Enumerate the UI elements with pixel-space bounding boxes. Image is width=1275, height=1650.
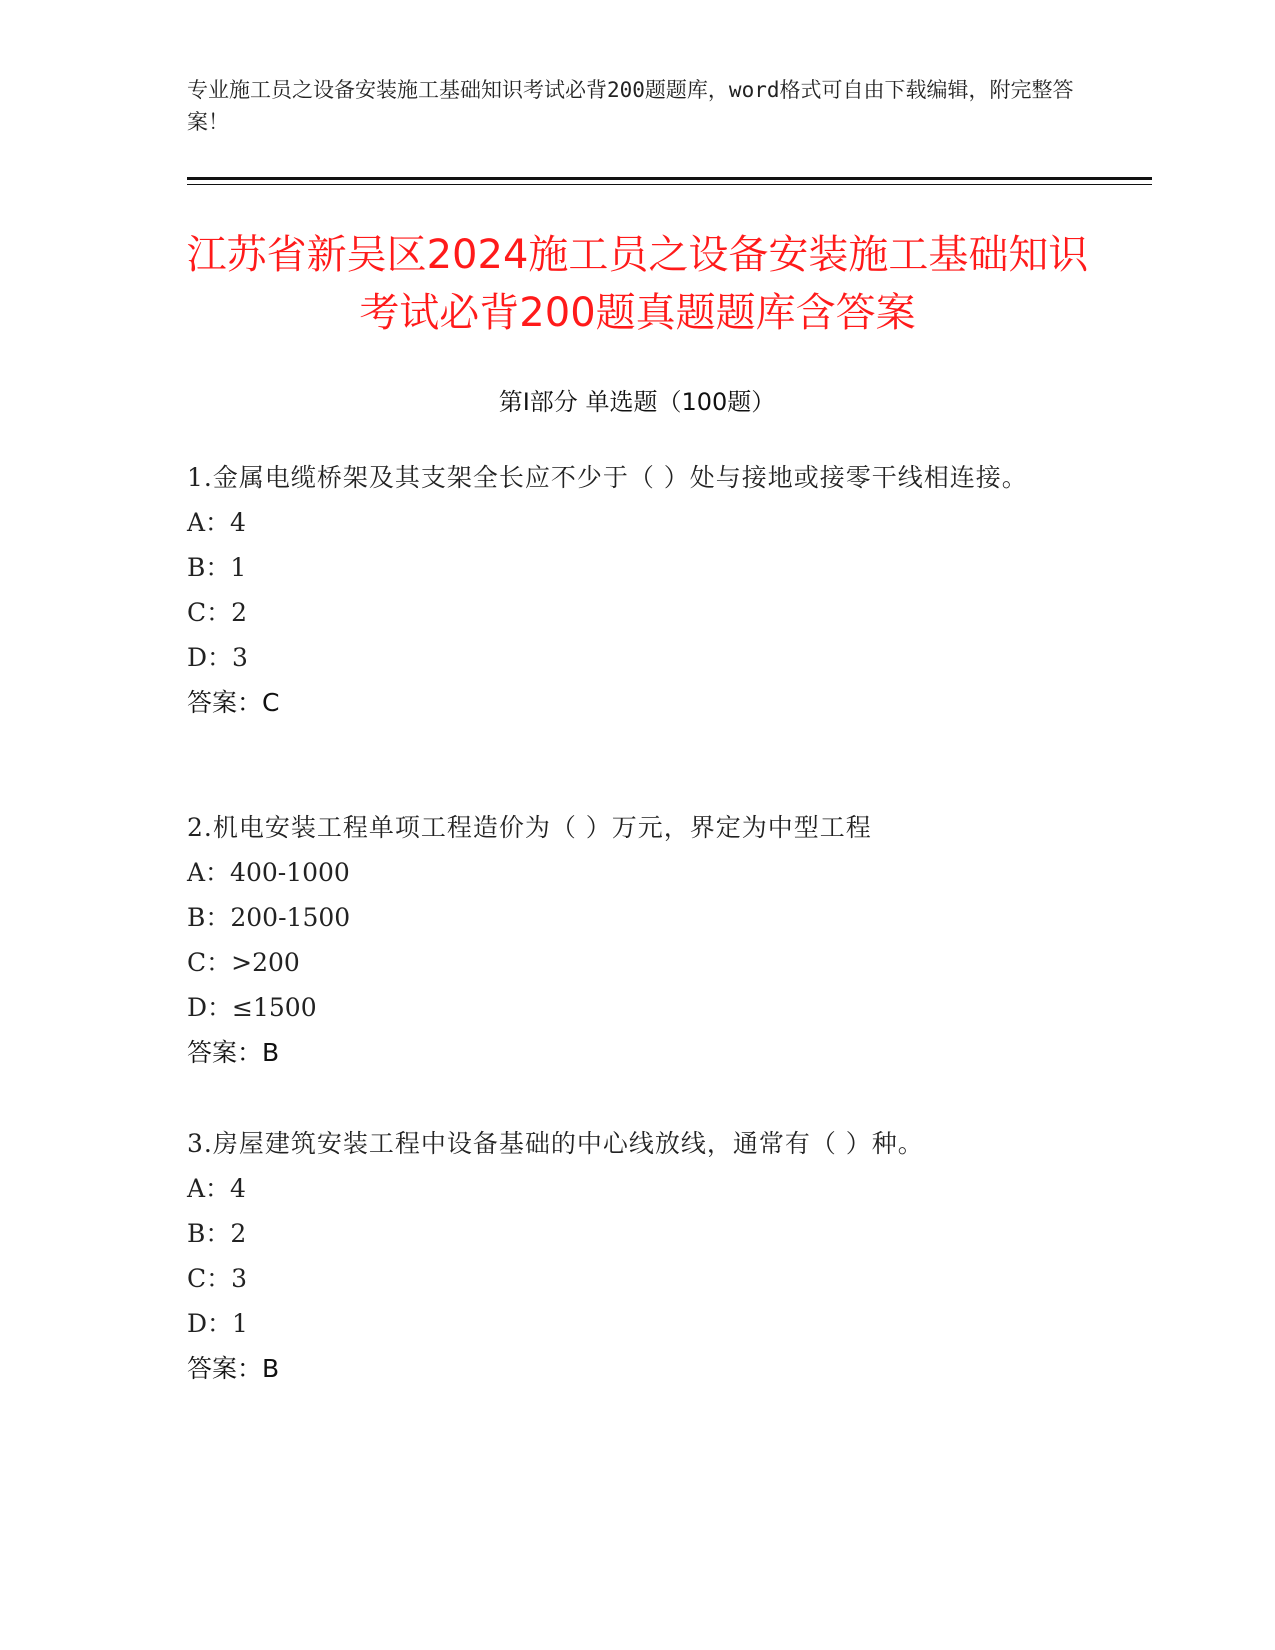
option-b: B：2 bbox=[187, 1219, 247, 1248]
answer: 答案：B bbox=[187, 1038, 280, 1067]
option-d: D：≤1500 bbox=[187, 993, 317, 1022]
question-1 bbox=[187, 455, 1087, 725]
option-d: D：3 bbox=[187, 643, 248, 672]
question-stem: 1.金属电缆桥架及其支架全长应不少于（ ）处与接地或接零干线相连接。 bbox=[187, 463, 1028, 492]
header-divider-thin bbox=[187, 184, 1152, 185]
question-3 bbox=[187, 1121, 1087, 1391]
section-heading: 第Ⅰ部分 单选题（100题） bbox=[498, 388, 776, 416]
document-title: 江苏省新吴区2024施工员之设备安装施工基础知识考试必背200题真题题库含答案 bbox=[186, 232, 1089, 336]
option-b: B：200-1500 bbox=[187, 903, 351, 932]
answer: 答案：B bbox=[187, 1354, 280, 1383]
option-c: C：>200 bbox=[187, 948, 300, 977]
option-c: C：3 bbox=[187, 1264, 248, 1293]
question-stem: 3.房屋建筑安装工程中设备基础的中心线放线，通常有（ ）种。 bbox=[187, 1129, 924, 1158]
answer: 答案：C bbox=[187, 688, 280, 717]
option-a: A：400-1000 bbox=[187, 858, 350, 887]
question-stem: 2.机电安装工程单项工程造价为（ ）万元，界定为中型工程 bbox=[187, 813, 872, 842]
option-a: A：4 bbox=[187, 508, 246, 537]
option-b: B：1 bbox=[187, 553, 247, 582]
header-note: 专业施工员之设备安装施工基础知识考试必背200题题库，word格式可自由下载编辑，附完整答案！ bbox=[187, 78, 1074, 134]
question-2 bbox=[187, 805, 1087, 1075]
option-a: A：4 bbox=[187, 1174, 246, 1203]
option-d: D：1 bbox=[187, 1309, 248, 1338]
option-c: C：2 bbox=[187, 598, 248, 627]
header-divider-thick bbox=[187, 177, 1152, 180]
